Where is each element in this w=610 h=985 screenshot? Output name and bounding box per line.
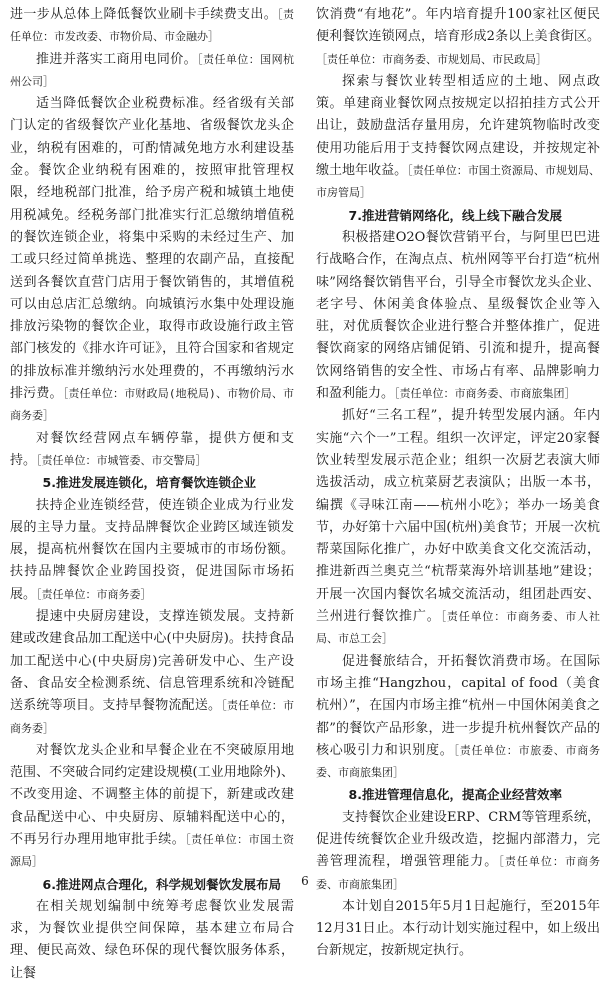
paragraph <box>316 896 600 963</box>
paragraph <box>10 49 294 94</box>
responsible-units: ［责任单位：国网杭州公司］ <box>10 52 294 88</box>
section-heading: 5.推进发展连锁化，培育餐饮连锁企业 <box>42 475 256 491</box>
section-heading: 7.推进营销网络化，线上线下融合发展 <box>348 207 562 223</box>
paragraph-text: 进一步从总体上降低餐饮业刷卡手续费支出。 <box>10 7 278 22</box>
responsible-units: ［责任单位：市国土资源局］ <box>10 832 294 869</box>
paragraph-text: 积极搭建O2O餐饮营销平台，与阿里巴巴进行战略合作，在淘点点、杭州网等平台打造“杭州味”网络餐饮销售平台，引导全市餐饮龙头企业、老字号、休闲美食体验点、星级餐饮企业等入驻，对优质餐饮企业进行整合并整体推广，促进餐饮商家的网络店铺促销、引流和提升，提高餐饮网络销售的安全性、市场占有率、品牌影响力和盈利能力。 <box>316 229 600 402</box>
responsible-units: ［责任单位：市商务委、市规划局、市民政局］ <box>316 52 547 66</box>
paragraph-text: 探索与餐饮业转型相适应的土地、网点政策。单建商业餐饮网点按规定以招拍挂方式公开出让，鼓励盘活存量用房，允许建筑物临时改变使用功能后用于支持餐饮网点建设，并按规定补缴土地年收益。 <box>316 73 600 179</box>
paragraph-text: 支持餐饮企业建设ERP、CRM等管理系统，促进传统餐饮企业升级改造，挖掘内部潜力，完善管理流程，增强管理能力。 <box>316 809 600 870</box>
paragraph <box>316 4 600 71</box>
paragraph <box>10 4 294 49</box>
paragraph <box>10 896 294 985</box>
responsible-units: ［责任单位：市国土资源局、市规划局、市房管局］ <box>316 164 600 200</box>
responsible-units: ［责任单位：市商务委］ <box>36 587 152 601</box>
responsible-units: ［责任单位：市发改委、市物价局、市金融办］ <box>10 8 294 44</box>
paragraph <box>10 495 294 606</box>
paragraph <box>10 428 294 473</box>
paragraph-text: 扶持企业连锁经营，使连锁企业成为行业发展的主导力量。支持品牌餐饮企业跨区域连锁发展，提高杭州餐饮在国内主要城市的市场份额。扶持品牌餐饮企业跨国投资，促进国际市场拓展。 <box>10 497 294 602</box>
paragraph-text: 对餐饮龙头企业和早餐企业在不突破原用地范围、不突破合同约定建设规模(工业用地除外)、不改变用途、不调整主体的前提下，新建或改建食品配送中心、中央厨房、原辅料配送中心的，不再另行办理用地审批手续。 <box>10 742 294 847</box>
paragraph <box>316 227 600 405</box>
paragraph <box>316 71 600 205</box>
responsible-units: ［责任单位：市财政局(地税局)、市物价局、市商务委］ <box>10 387 294 423</box>
paragraph <box>10 740 294 874</box>
responsible-units: ［责任单位：市商务委、市商旅集团］ <box>394 387 576 401</box>
paragraph-text: 适当降低餐饮企业税费标准。经省级有关部门认定的省级餐饮产业化基地、省级餐饮龙头企业，纳税有困难的，可酌情减免地方水利建设基金。餐饮企业纳税有困难的，按照审批管理权限，经地税部门批准，给予房产税和城镇土地使用税减免。经税务部门批准实行汇总缴纳增值税的餐饮连锁企业，将集中采购的未经过生产、加工或只经过简单挑选、整理的农副产品，直接配送到各餐饮直营门店用于餐饮销售的，其增值税可以由总店汇总缴纳。向城镇污水集中处理设施排放污染物的餐饮企业，取得市政设施行政主管部门核发的《排水许可证》，且符合国家和省规定的排放标准并缴纳污水处理费的，不再缴纳污水排污费。 <box>10 96 294 402</box>
paragraph-text: 在相关规划编制中统筹考虑餐饮业发展需求，为餐饮业提供空间保障，基本建立布局合理、便民高效、绿色环保的现代餐饮服务体系，让餐 <box>10 898 294 981</box>
paragraph <box>10 93 294 427</box>
paragraph-text: 本计划自2015年5月1日起施行，至2015年12月31日止。本行动计划实施过程中，如上级出台新规定，按新规定执行。 <box>316 898 600 959</box>
responsible-units: ［责任单位：市商务委、市人社局、市总工会］ <box>316 610 600 646</box>
paragraph-text: 抓好“三名工程”，提升转型发展内涵。年内实施“六个一”工程。组织一次评定，评定20家餐饮业转型发展示范企业；组织一次厨艺表演大师选拔活动，成立杭菜厨艺表演队；出版一本书，编撰《寻味江南——杭州小吃》；举办一场美食节，办好第十六届中国(杭州)美食节；开展一次杭帮菜国际化推广，办好中欧美食文化交流活动，推进新西兰奥克兰“杭帮菜海外培训基地”建设；开展一次国内餐饮名城交流活动，组团赴西安、兰州进行餐饮推广。 <box>316 408 600 625</box>
page-number: 6 <box>301 874 309 888</box>
paragraph-text: 提速中央厨房建设，支撑连锁发展。支持新建或改建食品加工配送中心(中央厨房)。扶持食品加工配送中心(中央厨房)完善研发中心、生产设备、食品安全检测系统、信息管理系统和冷链配送系统等项目。支持早餐物流配送。 <box>10 609 294 714</box>
paragraph-text: 对餐饮经营网点车辆停靠，提供方便和支持。 <box>10 430 294 468</box>
responsible-units: ［责任单位：市商务委、市商旅集团］ <box>316 855 600 891</box>
paragraph-text: 饮消费“有地花”。年内培育提升100家社区便民便利餐饮连锁网点，培育形成2条以上美食街区。 <box>316 7 600 45</box>
paragraph <box>316 651 600 785</box>
paragraph <box>10 606 294 740</box>
paragraph-text: 推进并落实工商用电同价。 <box>36 51 198 67</box>
responsible-units: ［责任单位：市商务委］ <box>10 699 294 735</box>
section-heading: 6.推进网点合理化，科学规划餐饮发展布局 <box>42 876 281 892</box>
right-column <box>316 4 600 963</box>
section-heading: 8.推进管理信息化，提高企业经营效率 <box>348 787 562 803</box>
paragraph <box>316 405 600 650</box>
left-column <box>10 4 294 985</box>
responsible-units: ［责任单位：市旅委、市商务委、市商旅集团］ <box>316 743 600 780</box>
paragraph-text: 促进餐旅结合，开拓餐饮消费市场。在国际市场主推“Hangzhou，capital of food（美食杭州）”，在国内市场主推“杭州－中国休闲美食之都”的餐饮产品形象，进一步提升杭州餐饮产品的核心吸引力和识别度。 <box>316 653 600 758</box>
responsible-units: ［责任单位：市城管委、市交警局］ <box>36 453 207 467</box>
